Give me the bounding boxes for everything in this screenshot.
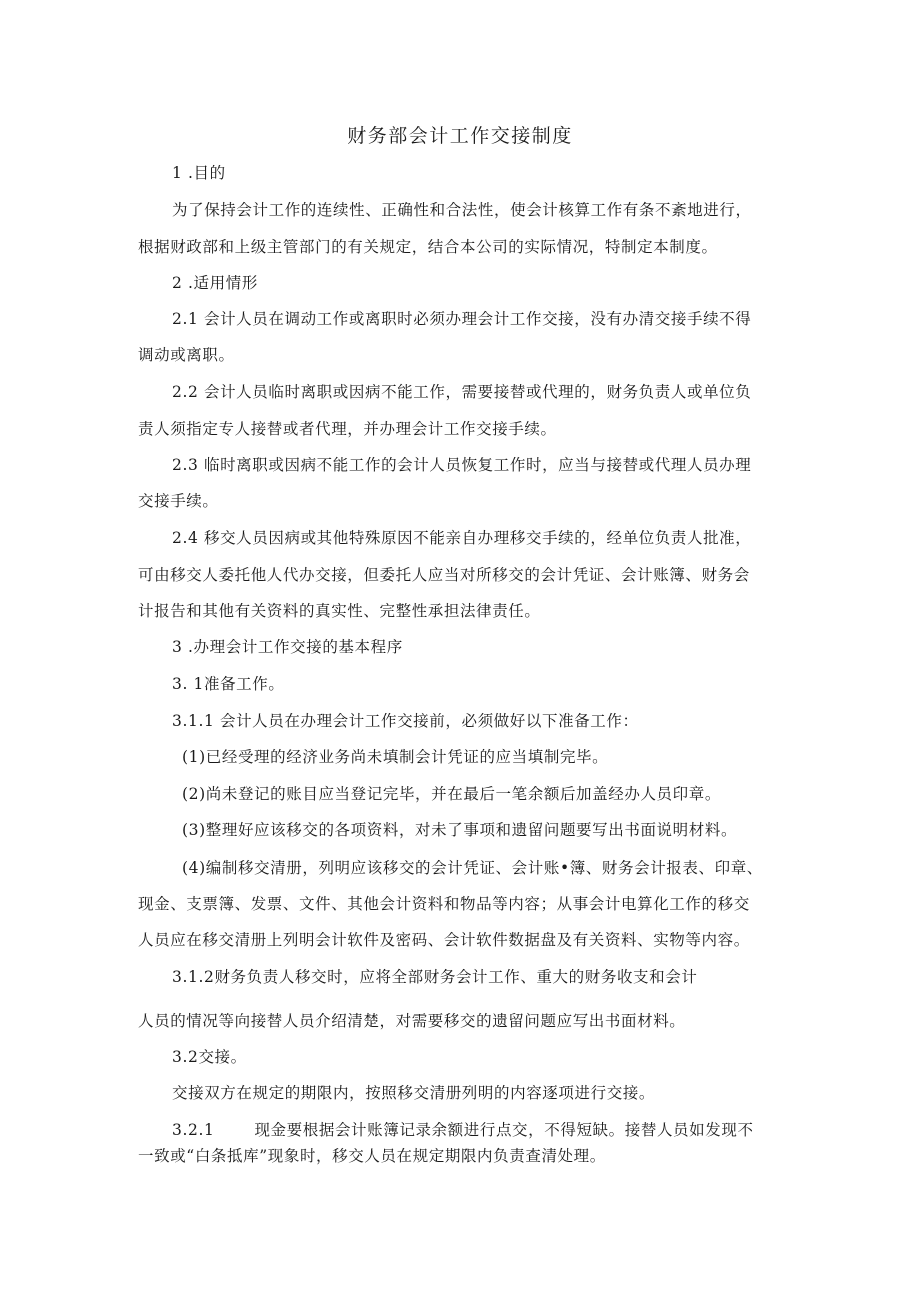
- paragraph-line: 2.4 移交人员因病或其他特殊原因不能亲自办理移交手续的，经单位负责人批准，: [172, 529, 752, 547]
- paragraph-line: 2.3 临时离职或因病不能工作的会计人员恢复工作时，应当与接替或代理人员办理: [172, 456, 752, 474]
- paragraph-line: 可由移交人委托他人代办交接，但委托人应当对所移交的会计凭证、会计账簿、财务会: [138, 566, 750, 584]
- list-item: (3)整理好应该移交的各项资料，对未了事项和遗留问题要写出书面说明材料。: [182, 821, 738, 839]
- list-item: (4)编制移交清册，列明应该移交的会计凭证、会计账•簿、财务会计报表、印章、: [182, 859, 763, 877]
- subheading-handover: 3.2交接。: [172, 1048, 247, 1066]
- paragraph-line: 调动或离职。: [138, 346, 235, 364]
- paragraph-line: 现金、支票簿、发票、文件、其他会计资料和物品等内容；从事会计电算化工作的移交: [138, 895, 750, 913]
- paragraph-line: 3.1.2财务负责人移交时，应将全部财务会计工作、重大的财务收支和会计: [172, 968, 698, 986]
- paragraph-line: [172, 1120, 754, 1140]
- paragraph-line: 2.2 会计人员临时离职或因病不能工作，需要接替或代理的，财务负责人或单位负: [172, 383, 752, 401]
- list-item: (1)已经受理的经济业务尚未填制会计凭证的应当填制完毕。: [182, 748, 609, 766]
- list-item: (2)尚未登记的账目应当登记完毕，并在最后一笔余额后加盖经办人员印章。: [182, 785, 721, 803]
- paragraph-line: 人员应在移交清册上列明会计软件及密码、会计软件数据盘及有关资料、实物等内容。: [138, 931, 750, 949]
- paragraph-line: 计报告和其他有关资料的真实性、完整性承担法律责任。: [138, 602, 541, 620]
- paragraph-line: 交接双方在规定的期限内，按照移交清册列明的内容逐项进行交接。: [172, 1084, 656, 1102]
- paragraph-line: 责人须指定专人接替或者代理，并办理会计工作交接手续。: [138, 420, 557, 438]
- heading-applicable: 2 .适用情形: [172, 274, 258, 292]
- heading-purpose: 1 .目的: [172, 164, 226, 182]
- paragraph-line: 人员的情况等向接替人员介绍清楚，对需要移交的遗留问题应写出书面材料。: [138, 1012, 686, 1030]
- paragraph-line: 为了保持会计工作的连续性、正确性和合法性，使会计核算工作有条不紊地进行，: [172, 201, 752, 219]
- heading-procedure: 3 .办理会计工作交接的基本程序: [172, 638, 403, 656]
- paragraph-line: 交接手续。: [138, 492, 219, 510]
- subheading-preparation: 3. 1准备工作。: [172, 675, 285, 693]
- paragraph-line: 3.1.1 会计人员在办理会计工作交接前，必须做好以下准备工作：: [172, 712, 639, 730]
- document-title: 财务部会计工作交接制度: [347, 125, 573, 147]
- paragraph-line: 一致或“白条抵库”现象时，移交人员在规定期限内负责查清处理。: [138, 1147, 606, 1165]
- clause-number: 3.2.1: [172, 1121, 215, 1139]
- paragraph-line: 2.1 会计人员在调动工作或离职时必须办理会计工作交接，没有办清交接手续不得: [172, 310, 752, 328]
- clause-text: 现金要根据会计账簿记录余额进行点交，不得短缺。接替人员如发现不: [254, 1121, 754, 1139]
- paragraph-line: 根据财政部和上级主管部门的有关规定，结合本公司的实际情况，特制定本制度。: [138, 238, 718, 256]
